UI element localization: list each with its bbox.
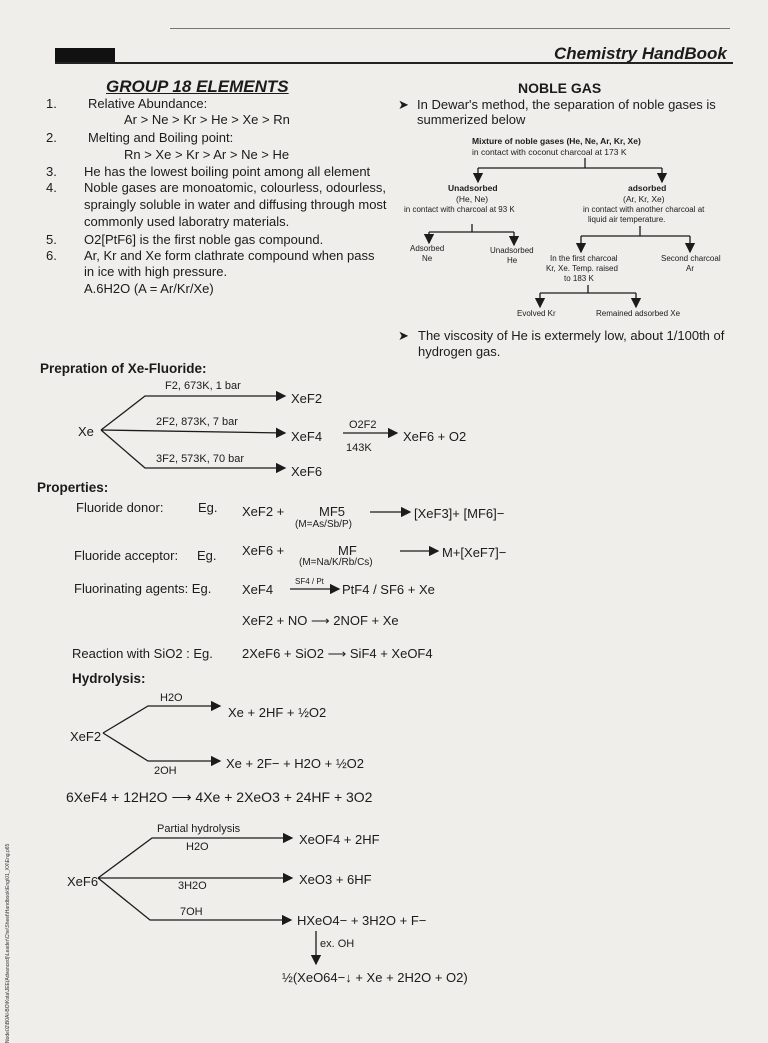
flow-unadsorbed-he: Unadsorbed xyxy=(490,246,534,255)
partial-hydrolysis-label: Partial hydrolysis xyxy=(157,823,241,835)
fluorinating-reactant: XeF4 xyxy=(242,582,274,597)
fluorinating-product: PtF4 / SF6 + Xe xyxy=(342,582,435,597)
reagent-ex-oh: ex. OH xyxy=(320,938,355,950)
acceptor-product: M+[XeF7]− xyxy=(442,545,507,560)
item-text: Ar, Kr and Xe form clathrate compound when pass xyxy=(84,248,375,263)
item-number: 4. xyxy=(46,180,57,195)
item-text: O2[PtF6] is the first noble gas compound. xyxy=(84,232,324,247)
item-text: Rn > Xe > Kr > Ar > Ne > He xyxy=(124,147,290,162)
item-text: spraingly soluble in water and diffusing through most xyxy=(84,197,387,212)
flow-unadsorbed-gases: (He, Ne) xyxy=(456,194,489,204)
donor-condition: (M=As/Sb/P) xyxy=(295,519,352,530)
reagent-7oh: 7OH xyxy=(180,906,203,918)
viscosity-text: hydrogen gas. xyxy=(418,344,501,359)
xef4-hydrolysis: 6XeF4 + 12H2O ⟶ 4Xe + 2XeO3 + 24HF + 3O2 xyxy=(66,789,373,805)
item-number: 5. xyxy=(46,232,57,247)
flow-remained-xe: Remained adsorbed Xe xyxy=(596,309,681,318)
page-header-title: Chemistry HandBook xyxy=(554,44,727,63)
flow-adsorbed-ne: Adsorbed xyxy=(410,244,445,253)
product-perxenate: ½(XeO64−↓ + Xe + 2H2O + O2) xyxy=(282,970,468,985)
eg-label: Eg. xyxy=(197,548,217,563)
product-xef6-o2: XeF6 + O2 xyxy=(403,429,467,444)
product-xeof4: XeOF4 + 2HF xyxy=(299,832,380,847)
reagent-2oh: 2OH xyxy=(154,765,177,777)
arrow-bullet-icon: ➤ xyxy=(398,328,409,343)
intro-text: In Dewar's method, the separation of noble gases is xyxy=(417,97,716,112)
label-fluorinating: Fluorinating agents: Eg. xyxy=(74,581,212,596)
flow-first-charcoal: to 183 K xyxy=(564,274,594,283)
item-number: 2. xyxy=(46,130,57,145)
label-fluoride-acceptor: Fluoride acceptor: xyxy=(74,548,179,563)
reagent-h2o-partial: H2O xyxy=(186,841,209,853)
donor-reactant: XeF2 + xyxy=(242,504,285,519)
product-xef2: XeF2 xyxy=(291,391,323,406)
reagent-h2o: H2O xyxy=(160,692,183,704)
item-text: Noble gases are monoatomic, colourless, odourless, xyxy=(84,180,387,195)
item-number: 1. xyxy=(46,96,57,111)
heading-hydrolysis: Hydrolysis: xyxy=(72,671,146,686)
flow-adsorbed-gases: (Ar, Kr, Xe) xyxy=(623,194,665,204)
label-fluoride-donor: Fluoride donor: xyxy=(76,500,164,515)
flow-adsorbed-ne-gas: Ne xyxy=(422,254,433,263)
item-number: 3. xyxy=(46,164,57,179)
product-hxeo4: HXeO4− + 3H2O + F− xyxy=(297,913,427,928)
reagent-o2f2: O2F2 xyxy=(349,419,377,431)
item-text: He has the lowest boiling point among all element xyxy=(84,164,371,179)
hydrolysis-xef2: XeF2 xyxy=(70,729,102,744)
condition-2f2: 2F2, 873K, 7 bar xyxy=(156,416,238,428)
hydrolysis-product-2: Xe + 2F− + H2O + ½O2 xyxy=(226,756,365,771)
donor-reagent: MF5 xyxy=(319,504,345,519)
product-xeo3: XeO3 + 6HF xyxy=(299,872,372,887)
item-text: A.6H2O (A = Ar/Kr/Xe) xyxy=(84,281,214,296)
flow-second-charcoal-gas: Ar xyxy=(686,264,694,273)
condition-f2: F2, 673K, 1 bar xyxy=(165,380,241,392)
intro-text: summerized below xyxy=(417,112,526,127)
reagent-3h2o: 3H2O xyxy=(178,880,207,892)
hydrolysis-product-1: Xe + 2HF + ½O2 xyxy=(228,705,327,720)
item-text: Relative Abundance: xyxy=(88,96,208,111)
flow-adsorbed-note: in contact with another charcoal at xyxy=(583,205,705,214)
viscosity-text: The viscosity of He is extermely low, about 1/100th of xyxy=(418,328,725,343)
flow-second-charcoal: Second charcoal xyxy=(661,254,721,263)
acceptor-reagent: MF xyxy=(338,543,357,558)
item-text: commonly used laboratry materials. xyxy=(84,214,290,229)
flow-unadsorbed-note: in contact with charcoal at 93 K xyxy=(404,205,515,214)
flow-unadsorbed-he-gas: He xyxy=(507,256,518,265)
flow-root: Mixture of noble gases (He, Ne, Ar, Kr, Xe) xyxy=(472,136,641,146)
heading-xe-fluoride: Prepration of Xe-Fluoride: xyxy=(40,361,207,376)
product-xef6: XeF6 xyxy=(291,464,323,479)
donor-product: [XeF3]+ [MF6]− xyxy=(414,506,505,521)
eg-label: Eg. xyxy=(198,500,218,515)
side-file-path: Node02\B0AI-BO\Kota\JEE(Advanced)\Leader\Che\Sheet\Handbook\Eng\01_XX\Eng.p65 xyxy=(5,843,11,1043)
temp-143k: 143K xyxy=(346,442,372,454)
acceptor-condition: (M=Na/K/Rb/Cs) xyxy=(299,557,373,568)
acceptor-reactant: XeF6 + xyxy=(242,543,285,558)
flow-first-charcoal: Kr, Xe. Temp. raised xyxy=(546,264,618,273)
heading-properties: Properties: xyxy=(37,480,109,495)
section-title-noble-gas: NOBLE GAS xyxy=(518,80,602,96)
sio2-reaction: 2XeF6 + SiO2 ⟶ SiF4 + XeOF4 xyxy=(242,646,433,661)
hydrolysis-xef6: XeF6 xyxy=(67,874,99,889)
condition-3f2: 3F2, 573K, 70 bar xyxy=(156,453,245,465)
item-text: in ice with high pressure. xyxy=(84,264,228,279)
flow-unadsorbed: Unadsorbed xyxy=(448,183,498,193)
label-sio2: Reaction with SiO2 : Eg. xyxy=(72,646,213,661)
item-text: Ar > Ne > Kr > He > Xe > Rn xyxy=(124,112,290,127)
section-title-group18: GROUP 18 ELEMENTS xyxy=(106,77,289,96)
flow-adsorbed: adsorbed xyxy=(628,183,667,193)
flow-evolved-kr: Evolved Kr xyxy=(517,309,556,318)
reactant-xe: Xe xyxy=(78,424,94,439)
fluorinating-condition: SF4 / Pt xyxy=(295,577,324,586)
product-xef4: XeF4 xyxy=(291,429,323,444)
flow-first-charcoal: In the first charcoal xyxy=(550,254,618,263)
flow-root-note: in contact with coconut charcoal at 173 K xyxy=(472,147,627,157)
item-number: 6. xyxy=(46,248,57,263)
xef2-no-reaction: XeF2 + NO ⟶ 2NOF + Xe xyxy=(242,613,399,628)
item-text: Melting and Boiling point: xyxy=(88,130,234,145)
arrow-bullet-icon: ➤ xyxy=(398,97,409,112)
flow-adsorbed-note: liquid air temperature. xyxy=(588,215,666,224)
